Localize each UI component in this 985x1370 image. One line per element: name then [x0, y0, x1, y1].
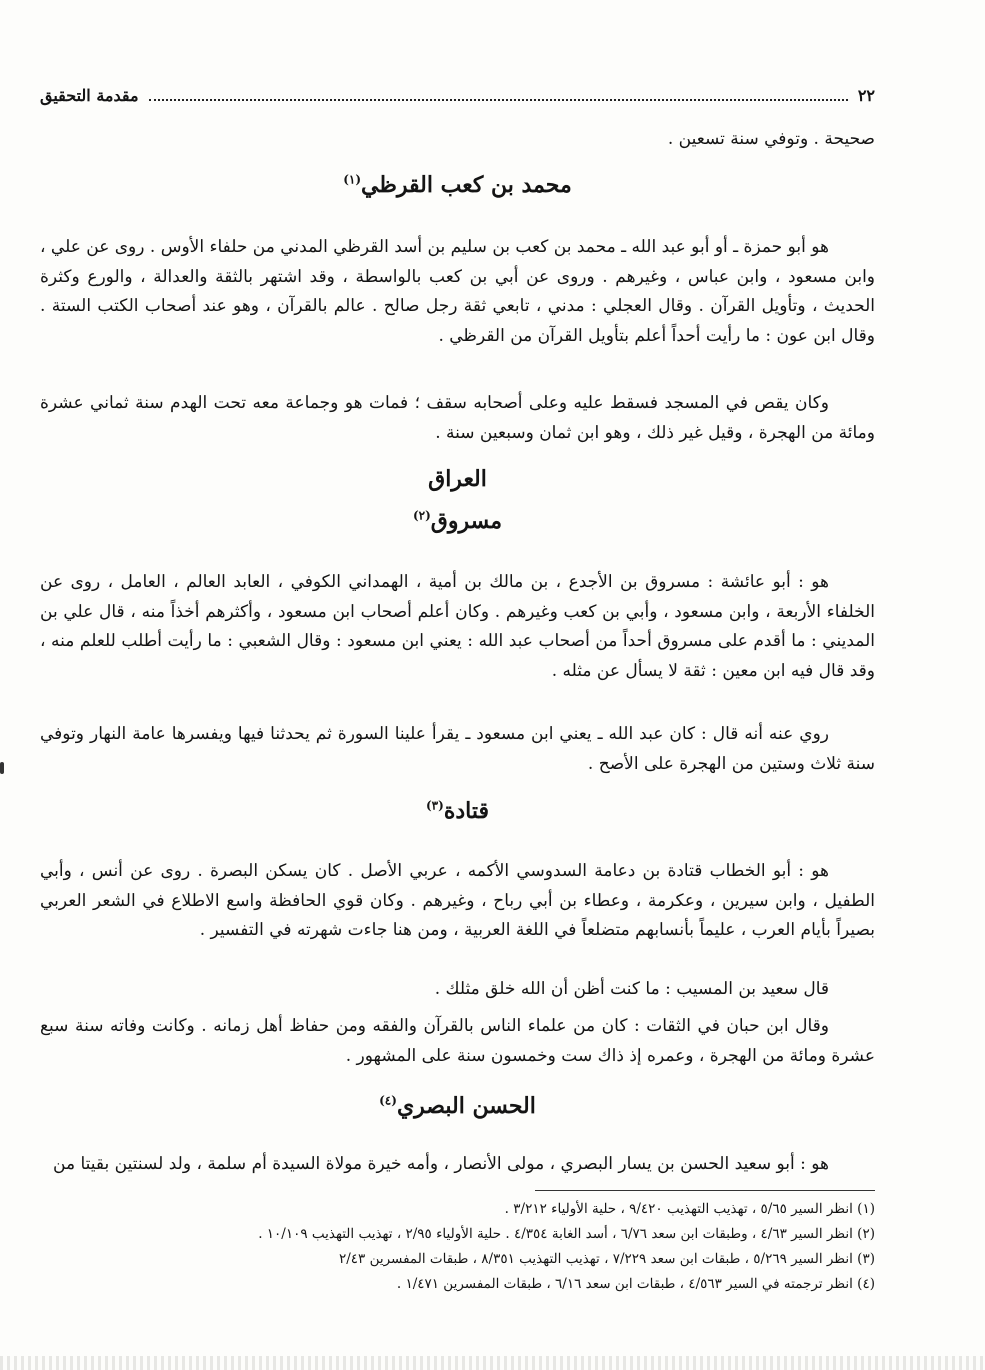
paragraph: وكان يقص في المسجد فسقط عليه وعلى أصحابه سقف ؛ فمات هو وجماعة معه تحت الهدم سنة ثماني عشرة ومائة من الهجرة ، وقيل غير ذلك ، وهو ابن ثمان وسبعين سنة .: [40, 393, 875, 443]
paragraph: هو : أبو سعيد الحسن بن يسار البصري ، مولى الأنصار ، وأمه خيرة مولاة السيدة أم سلمة ، ولد لسنتين بقيتا من: [53, 1154, 829, 1174]
footnote: (٤) انظر ترجمته في السير ٤/٥٦٣ ، طبقات ابن سعد ٦/١٦ ، طبقات المفسرين ١/٤٧١ .: [396, 1276, 875, 1292]
heading-text: محمد بن كعب القرظي: [361, 172, 572, 198]
heading-qatada: [40, 798, 875, 824]
footnote-ref: (٣): [425, 798, 444, 813]
scan-edge-noise: [0, 1356, 985, 1370]
footnote-ref: (٢): [412, 508, 431, 523]
leader-dots: [149, 89, 848, 101]
intro-line: صحيحة . وتوفي سنة تسعين .: [667, 129, 875, 149]
paragraph: هو : أبو عائشة : مسروق بن الأجدع ، بن مالك بن أمية ، الهمداني الكوفي ، العابد العالم ، العامل ، روى عن الخلفاء الأربعة ، وابن مسعود ، وأبي بن كعب وغيرهم . وكان أعلم أصحاب ابن مسعود ، وأكثرهم أخذاً منه ، قال علي بن المديني : ما أقدم على مسروق أحداً من أصحاب عبد الله : يعني ابن مسعود : وقال الشعبي : ما رأيت أطلب للعلم منه ، وقد قال فيه ابن معين : ثقة لا يسأل عن مثله .: [40, 572, 875, 681]
footnote-ref: (١): [343, 172, 362, 187]
footnote-ref: (٤): [379, 1093, 397, 1108]
footnote-separator: [535, 1190, 875, 1191]
paragraph: روي عنه أنه قال : كان عبد الله ـ يعني ابن مسعود ـ يقرأ علينا السورة ثم يحدثنا فيها ويفسرها عامة النهار وتوفي سنة ثلاث وستين من الهجرة على الأصح .: [40, 724, 875, 774]
footnote: (٢) انظر السير ٤/٦٣ ، وطبقات ابن سعد ٦/٧٦ ، أسد الغابة ٤/٣٥٤ . حلية الأولياء ٢/٩٥ ، تهذيب التهذيب ١٠/١٠٩ .: [258, 1226, 875, 1242]
heading-hasan-basri: [40, 1093, 875, 1119]
heading-text: الحسن البصري: [396, 1093, 536, 1119]
heading-text: مسروق: [430, 508, 503, 534]
paragraph: قال سعيد بن المسيب : ما كنت أظن أن الله خلق مثلك .: [434, 979, 829, 999]
heading-text: قتادة: [443, 798, 489, 824]
heading-masruq: [40, 508, 875, 534]
heading-muhammad-ibn-kab: [40, 172, 875, 198]
section-title: مقدمة التحقيق: [40, 85, 139, 105]
paragraph: هو : أبو الخطاب قتادة بن دعامة السدوسي الأكمه ، عربي الأصل . كان يسكن البصرة . روى عن أنس ، وأبي الطفيل ، وابن سيرين ، وعكرمة ، وعطاء بن أبي رباح ، وغيرهم . وكان قوي الحافظة واسع الاطلاع في الشعر العربي بصيراً بأيام العرب ، عليماً بأنسابهم متضلعاً في اللغة العربية ، ومن هنا جاءت شهرته في التفسير .: [40, 861, 875, 940]
paragraph: وقال ابن حبان في الثقات : كان من علماء الناس بالقرآن والفقه ومن حفاظ أهل زمانه . وكانت وفاته سنة سبع عشرة ومائة من الهجرة ، وعمره إذ ذاك ست وخمسون سنة على المشهور .: [40, 1016, 875, 1066]
scan-speck: [0, 762, 4, 774]
running-header: [40, 82, 875, 108]
footnotes: [80, 1197, 875, 1297]
page-number: ٢٢: [857, 85, 875, 105]
region-heading: العراق: [428, 466, 487, 492]
footnote: (١) انظر السير ٥/٦٥ ، تهذيب التهذيب ٩/٤٢٠ ، حلية الأولياء ٣/٢١٢ .: [504, 1201, 875, 1217]
paragraph: هو أبو حمزة ـ أو أبو عبد الله ـ محمد بن كعب بن سليم بن أسد القرظي المدني من حلفاء الأوس . روى عن علي ، وابن مسعود ، وابن عباس ، وغيرهم . وروى عن أبي بن كعب بالواسطة ، وقد اشتهر بالثقة والعدالة ، والورع وكثرة الحديث ، وتأويل القرآن . وقال العجلي : مدني ، تابعي ثقة رجل صالح . عالم بالقرآن ، وهو عند أصحاب الكتب الستة . وقال ابن عون : ما رأيت أحداً أعلم بتأويل القرآن من القرظي .: [40, 237, 875, 346]
footnote: (٣) انظر السير ٥/٢٦٩ ، طبقات ابن سعد ٧/٢٢٩ ، تهذيب التهذيب ٨/٣٥١ ، طبقات المفسرين ٢/٤٣: [338, 1251, 875, 1267]
